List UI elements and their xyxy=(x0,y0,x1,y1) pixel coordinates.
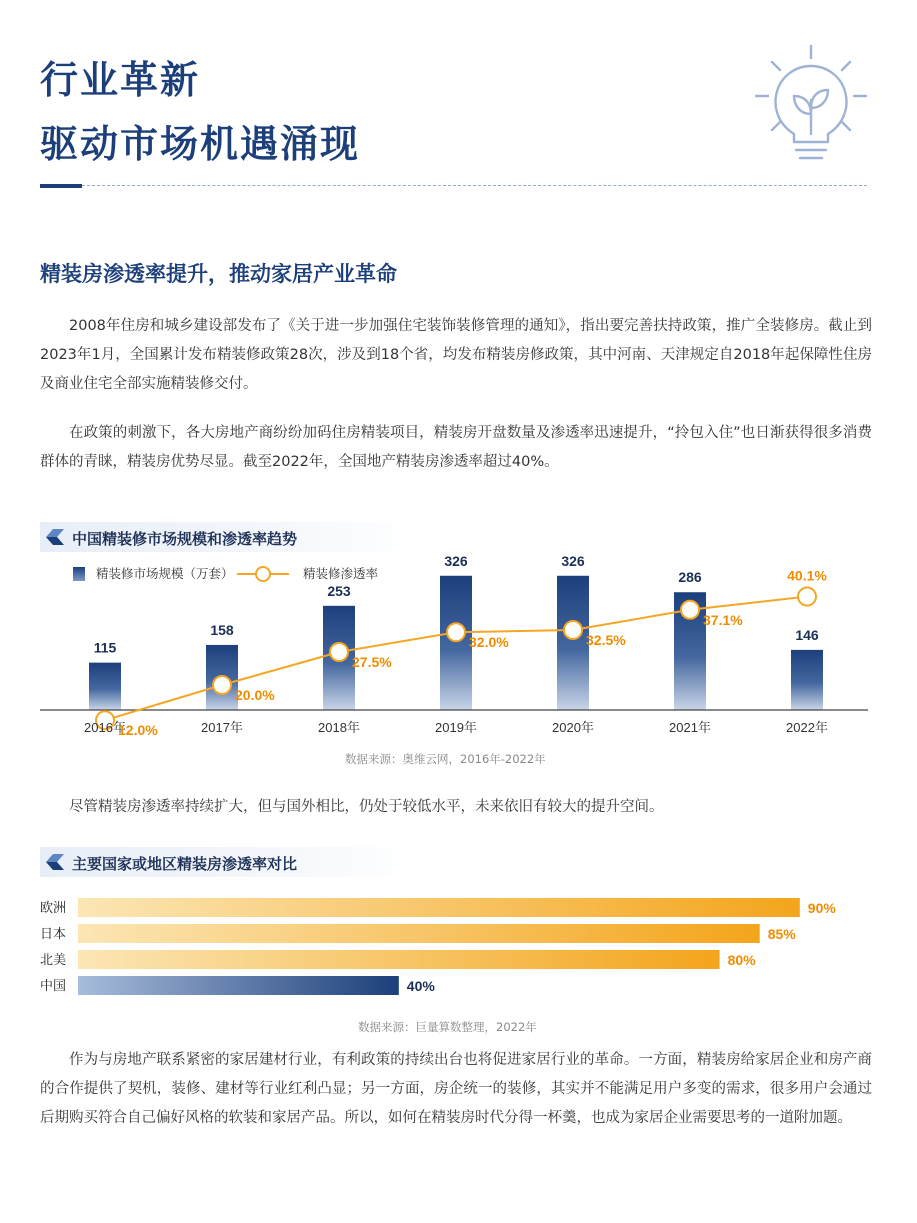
diamond-icon xyxy=(46,529,64,545)
bar-北美 xyxy=(78,950,720,969)
line-value-label: 12.0% xyxy=(118,722,158,739)
x-tick-label: 2019年 xyxy=(435,720,477,735)
paragraph-comparison: 尽管精装房渗透率持续扩大，但与国外相比，仍处于较低水平，未来依旧有较大的提升空间。 xyxy=(69,799,664,815)
lightbulb-plant-icon xyxy=(752,42,870,167)
category-label: 中国 xyxy=(40,978,67,993)
line-marker xyxy=(681,601,699,619)
chart2-source: 数据来源：巨量算数整理，2022年 xyxy=(358,1020,537,1034)
title-divider xyxy=(82,185,867,186)
bar-欧洲 xyxy=(78,898,800,917)
line-value-label: 32.5% xyxy=(586,632,626,648)
line-value-label: 27.5% xyxy=(352,654,392,670)
bar-value-label: 115 xyxy=(93,639,117,656)
line-marker xyxy=(330,643,348,661)
line-value-label: 40.1% xyxy=(787,567,827,584)
chart1-heading xyxy=(40,522,420,552)
category-label: 北美 xyxy=(40,952,67,967)
line-value-label: 32.0% xyxy=(469,634,509,651)
category-label: 日本 xyxy=(40,926,67,941)
line-marker xyxy=(564,621,582,639)
title-line-2: 驱动市场机遇涌现 xyxy=(40,122,361,166)
bar-value-label: 146 xyxy=(795,626,819,643)
bar-value-label: 158 xyxy=(210,621,234,638)
paragraph-policy: 2008年住房和城乡建设部发布了《关于进一步加强住宅装饰装修管理的通知》，指出要完善扶持政策，推广全装修房。截止到2023年1月，全国累计发布精装修政策28次，涉及到18个省，均发布精装房修政策，其中河南、天津规定自2018年起保障性住房及商业住宅全部实施精装修交付。 xyxy=(40,318,872,392)
bar-value-label: 253 xyxy=(327,582,351,599)
chart2-heading xyxy=(40,847,420,877)
bar-2016年 xyxy=(89,663,121,710)
line-marker xyxy=(213,676,231,694)
line-value-label: 20.0% xyxy=(235,687,275,703)
bar-value-label: 326 xyxy=(444,555,468,569)
market-size-chart xyxy=(0,555,917,745)
legend-bar-label: 精装修市场规模（万套） xyxy=(96,567,234,581)
bar-value-label: 40% xyxy=(406,978,435,994)
bar-2019年 xyxy=(440,576,472,710)
bar-value-label: 286 xyxy=(678,569,702,586)
legend-line-marker xyxy=(256,567,270,581)
legend-bar-swatch xyxy=(73,567,85,581)
section-heading: 精装房渗透率提升，推动家居产业革命 xyxy=(40,262,397,286)
x-tick-label: 2016年 xyxy=(84,720,126,735)
x-tick-label: 2022年 xyxy=(786,720,828,735)
chart1-title: 中国精装修市场规模和渗透率趋势 xyxy=(72,530,298,548)
x-tick-label: 2017年 xyxy=(201,720,243,735)
paragraph-home-industry: 作为与房地产联系紧密的家居建材行业，有利政策的持续出台也将促进家居行业的革命。一方面，精装房给家居企业和房产商的合作提供了契机，装修、建材等行业红利凸显；另一方面，房企统一的装修，其实并不能满足用户多变的需求，很多用户会通过后期购买符合自己偏好风格的软装和家居产品。所以，如何在精装房时代分得一杯羹，也成为家居企业需要思考的一道附加题。 xyxy=(40,1052,872,1126)
bar-value-label: 90% xyxy=(807,900,836,916)
title-line-1: 行业革新 xyxy=(40,58,201,102)
bar-value-label: 80% xyxy=(727,952,756,968)
bar-2020年 xyxy=(557,576,589,710)
line-marker xyxy=(798,588,816,606)
category-label: 欧洲 xyxy=(40,900,67,915)
title-accent-bar xyxy=(40,184,82,188)
bar-日本 xyxy=(78,924,760,943)
x-tick-label: 2021年 xyxy=(669,720,711,735)
chart1-source: 数据来源：奥维云网，2016年-2022年 xyxy=(345,752,546,766)
bar-中国 xyxy=(78,976,399,995)
diamond-icon xyxy=(46,854,64,870)
x-tick-label: 2018年 xyxy=(318,720,360,735)
bar-value-label: 85% xyxy=(767,926,796,942)
paragraph-penetration: 在政策的刺激下，各大房地产商纷纷加码住房精装项目，精装房开盘数量及渗透率迅速提升，“拎包入住”也日渐获得很多消费群体的青睐，精装房优势尽显。截至2022年，全国地产精装房渗透率超过40%。 xyxy=(40,425,872,470)
x-tick-label: 2020年 xyxy=(552,720,594,735)
bar-value-label: 326 xyxy=(561,555,585,569)
line-marker xyxy=(447,623,465,641)
line-value-label: 37.1% xyxy=(703,611,743,628)
bar-2022年 xyxy=(791,650,823,710)
chart2-title: 主要国家或地区精装房渗透率对比 xyxy=(72,855,298,873)
region-comparison-chart xyxy=(0,885,917,1010)
legend-line-label: 精装修渗透率 xyxy=(303,567,379,581)
